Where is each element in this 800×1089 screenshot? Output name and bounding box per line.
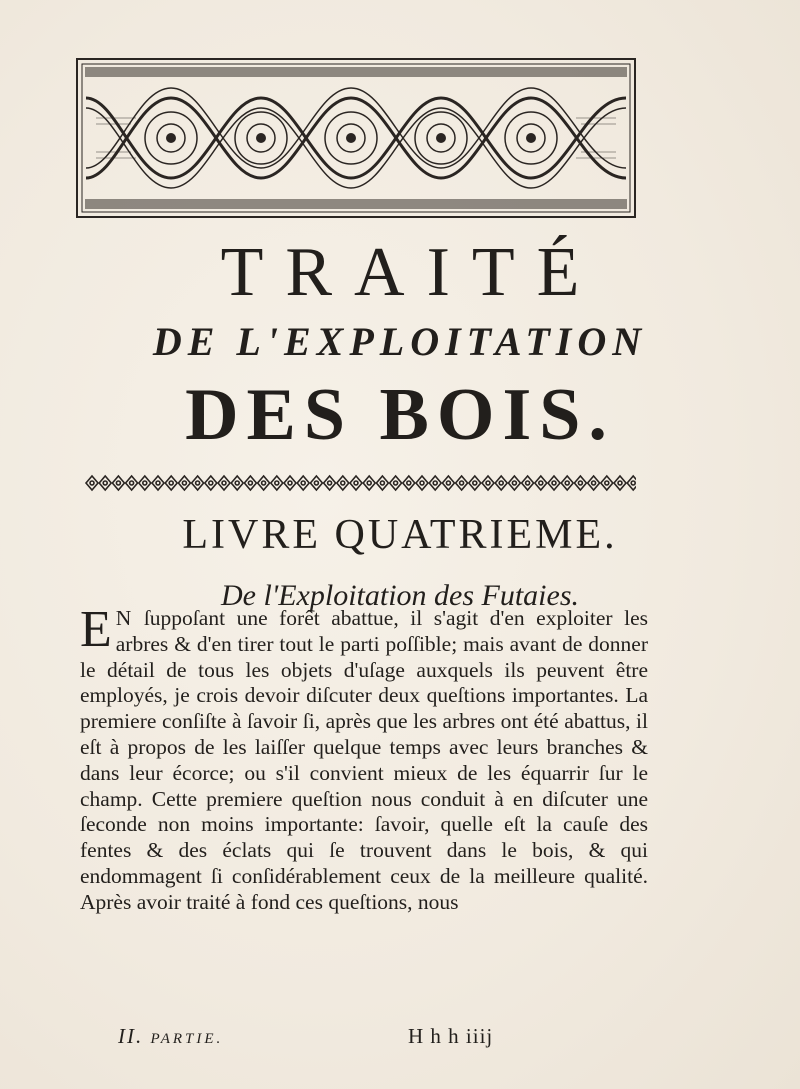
divider-motif — [376, 476, 388, 490]
divider-motif — [508, 476, 520, 490]
divider-motif — [535, 476, 547, 490]
divider-motif — [456, 476, 468, 490]
first-word: N — [115, 606, 133, 630]
divider-dot — [90, 481, 94, 485]
divider-motif — [178, 476, 190, 490]
divider-dot — [222, 481, 226, 485]
divider-dot — [473, 481, 477, 485]
divider-dot — [116, 481, 120, 485]
divider-dot — [526, 481, 530, 485]
part-label — [118, 1026, 223, 1047]
title-traite: TRAITÉ — [220, 234, 602, 311]
divider-motif — [442, 476, 454, 490]
divider-motif — [192, 476, 204, 490]
divider-dot — [182, 481, 186, 485]
divider-dot — [169, 481, 173, 485]
divider-motif — [350, 476, 362, 490]
divider-motif — [548, 476, 560, 490]
divider-dot — [631, 481, 635, 485]
divider-motif — [324, 476, 336, 490]
divider-dot — [328, 481, 332, 485]
divider-dot — [394, 481, 398, 485]
divider-motif — [390, 476, 402, 490]
divider-motif — [86, 476, 98, 490]
signature-mark: H h h iiij — [408, 1024, 494, 1048]
divider-dot — [275, 481, 279, 485]
divider-motif — [218, 476, 230, 490]
divider-dot — [605, 481, 609, 485]
divider-motif — [205, 476, 217, 490]
divider-dot — [499, 481, 503, 485]
headpiece-ornament — [76, 58, 636, 218]
divider-motif — [429, 476, 441, 490]
divider-dot — [407, 481, 411, 485]
divider-motif — [403, 476, 415, 490]
divider-motif — [139, 476, 151, 490]
divider-ornament — [80, 473, 636, 493]
divider-dot — [512, 481, 516, 485]
divider-motif — [337, 476, 349, 490]
divider-dot — [235, 481, 239, 485]
divider-motif — [495, 476, 507, 490]
divider-motif — [231, 476, 243, 490]
divider-motif — [601, 476, 613, 490]
divider-motif — [258, 476, 270, 490]
divider-dot — [618, 481, 622, 485]
divider-motif — [297, 476, 309, 490]
divider-dot — [552, 481, 556, 485]
divider-motif — [363, 476, 375, 490]
divider-motif — [522, 476, 534, 490]
body-paragraph — [80, 601, 648, 916]
chapter-heading: De l'Exploitation des Futaies. — [220, 579, 580, 612]
body-text: ſuppoſant une forêt abattue, il s'agit d'en exploiter les arbres & d'en tirer tout le parti poſſible; mais avant de donner le détail de tous les objets d'uſage auxquels ils peuvent être employés, je crois devoir diſcuter deux queſtions importantes. La premiere conſiſte à ſavoir ſi, après que les arbres ont été abattus, il eſt à propos de les laiſſer quelque temps avec leurs branches & dans leur écorce; ou s'il convient mieux de les équarrir ſur le champ. Cette premiere queſtion nous conduit à en diſcuter une ſeconde non moins importante: ſavoir, quelle eſt la cauſe des fentes & des éclats qui ſe trouvent dans le bois, & qui endommagent ſi conſidérablement ceux de la meilleure qualité. Après avoir traité à fond ces queſtions, nous — [80, 606, 648, 914]
divider-motif — [561, 476, 573, 490]
divider-dot — [103, 481, 107, 485]
divider-dot — [209, 481, 213, 485]
divider-motif — [165, 476, 177, 490]
divider-dot — [156, 481, 160, 485]
divider-motif — [482, 476, 494, 490]
divider-dot — [130, 481, 134, 485]
part-number: II. — [118, 1024, 144, 1048]
divider-dot — [578, 481, 582, 485]
divider-dot — [341, 481, 345, 485]
divider-dot — [592, 481, 596, 485]
divider-dot — [486, 481, 490, 485]
title-exploitation: DE L'EXPLOITATION — [152, 319, 648, 364]
divider-motif — [112, 476, 124, 490]
divider-dot — [143, 481, 147, 485]
title-des-bois: DES BOIS. — [185, 374, 615, 456]
divider-motif — [416, 476, 428, 490]
divider-dot — [446, 481, 450, 485]
divider-motif — [244, 476, 256, 490]
divider-motif — [469, 476, 481, 490]
divider-dot — [301, 481, 305, 485]
divider-dot — [288, 481, 292, 485]
divider-motif — [99, 476, 111, 490]
book-heading: LIVRE QUATRIEME. — [182, 512, 618, 558]
divider-motif — [126, 476, 138, 490]
divider-motif — [614, 476, 626, 490]
divider-motif — [271, 476, 283, 490]
divider-dot — [433, 481, 437, 485]
divider-dot — [420, 481, 424, 485]
divider-motif — [310, 476, 322, 490]
divider-dot — [367, 481, 371, 485]
divider-dot — [196, 481, 200, 485]
divider-motif — [588, 476, 600, 490]
divider-dot — [314, 481, 318, 485]
divider-dot — [380, 481, 384, 485]
divider-dot — [460, 481, 464, 485]
divider-motif — [574, 476, 586, 490]
divider-dot — [248, 481, 252, 485]
drop-cap: E — [80, 601, 112, 658]
divider-dot — [262, 481, 266, 485]
part-word: PARTIE. — [150, 1031, 224, 1047]
divider-motif — [152, 476, 164, 490]
divider-dot — [539, 481, 543, 485]
divider-motif — [284, 476, 296, 490]
divider-dot — [565, 481, 569, 485]
divider-dot — [354, 481, 358, 485]
